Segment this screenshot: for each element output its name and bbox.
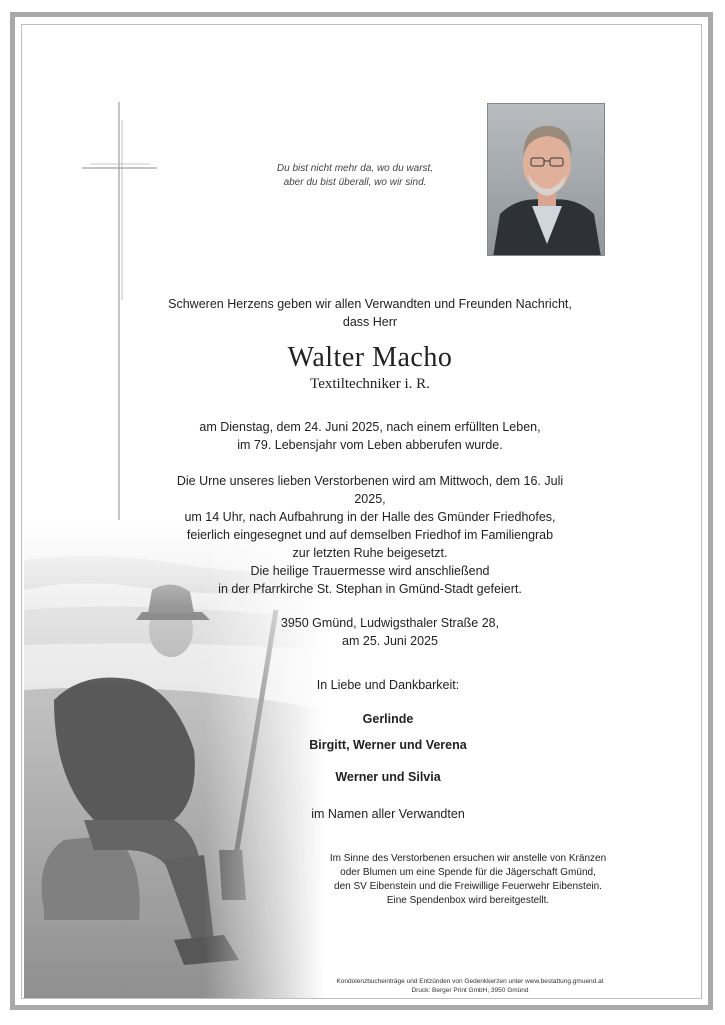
quote-line: Du bist nicht mehr da, wo du warst, <box>276 163 434 174</box>
mourner-name: Gerlinde <box>362 712 414 726</box>
mourner-3-wrap <box>258 768 678 786</box>
mourners-closing: im Namen aller Verwandten <box>311 807 465 821</box>
death-text <box>160 418 580 454</box>
mourners-closing-wrap <box>258 805 678 823</box>
place-line: 3950 Gmünd, Ludwigsthaler Straße 28, <box>280 616 500 630</box>
intro-text <box>160 295 580 331</box>
intro-line: Schweren Herzens geben wir allen Verwandten und Freunden Nachricht, <box>168 297 572 311</box>
footer-printer: Druck: Berger Print GmbH, 3950 Gmünd <box>411 987 529 994</box>
death-line: am Dienstag, dem 24. Juni 2025, nach einem erfüllten Leben, <box>199 420 541 434</box>
cross-icon <box>80 100 160 550</box>
mourner-2-wrap <box>258 736 678 754</box>
mass-text <box>160 562 580 598</box>
mourner-name: Birgitt, Werner und Verena <box>309 738 467 752</box>
mourners-heading: In Liebe und Dankbarkeit: <box>316 678 460 692</box>
date-line: am 25. Juni 2025 <box>342 634 438 648</box>
funeral-line: zur letzten Ruhe beigesetzt. <box>292 546 448 560</box>
mourner-name: Werner und Silvia <box>335 770 441 784</box>
deceased-block <box>160 341 580 393</box>
deceased-name: Walter Macho <box>287 342 453 373</box>
mass-line: in der Pfarrkirche St. Stephan in Gmünd-Stadt gefeiert. <box>218 582 522 596</box>
intro-line: dass Herr <box>342 315 398 329</box>
place-date <box>260 614 680 650</box>
deceased-title: Textiltechniker i. R. <box>310 376 430 392</box>
footer-condolence: Kondolenzbucheinträge und Entzünden von Gedenkkerzen unter www.bestattung.gmuend.at <box>336 978 604 985</box>
mourner-1-wrap <box>258 710 678 728</box>
request-line: Eine Spendenbox wird bereitgestellt. <box>386 895 550 906</box>
death-line: im 79. Lebensjahr vom Leben abberufen wurde. <box>237 438 503 452</box>
funeral-text <box>160 472 580 562</box>
mass-line: Die heilige Trauermesse wird anschließend <box>250 564 490 578</box>
portrait-photo <box>487 103 605 256</box>
funeral-line: Die Urne unseres lieben Verstorbenen wird am Mittwoch, dem 16. Juli 2025, <box>176 474 564 506</box>
funeral-line: um 14 Uhr, nach Aufbahrung in der Halle des Gmünder Friedhofes, <box>184 510 556 524</box>
request-line: oder Blumen um eine Spende für die Jägerschaft Gmünd, <box>340 867 596 878</box>
request-line: Im Sinne des Verstorbenen ersuchen wir anstelle von Kränzen <box>329 853 607 864</box>
funeral-line: feierlich eingesegnet und auf demselben Friedhof im Familiengrab <box>186 528 554 542</box>
quote-line: aber du bist überall, wo wir sind. <box>283 177 427 188</box>
request-line: den SV Eibenstein und die Freiwillige Feuerwehr Eibenstein. <box>334 881 602 892</box>
memorial-quote <box>250 162 460 190</box>
footer <box>300 977 640 995</box>
donation-request <box>288 852 648 908</box>
mourners-heading-wrap <box>258 676 678 694</box>
